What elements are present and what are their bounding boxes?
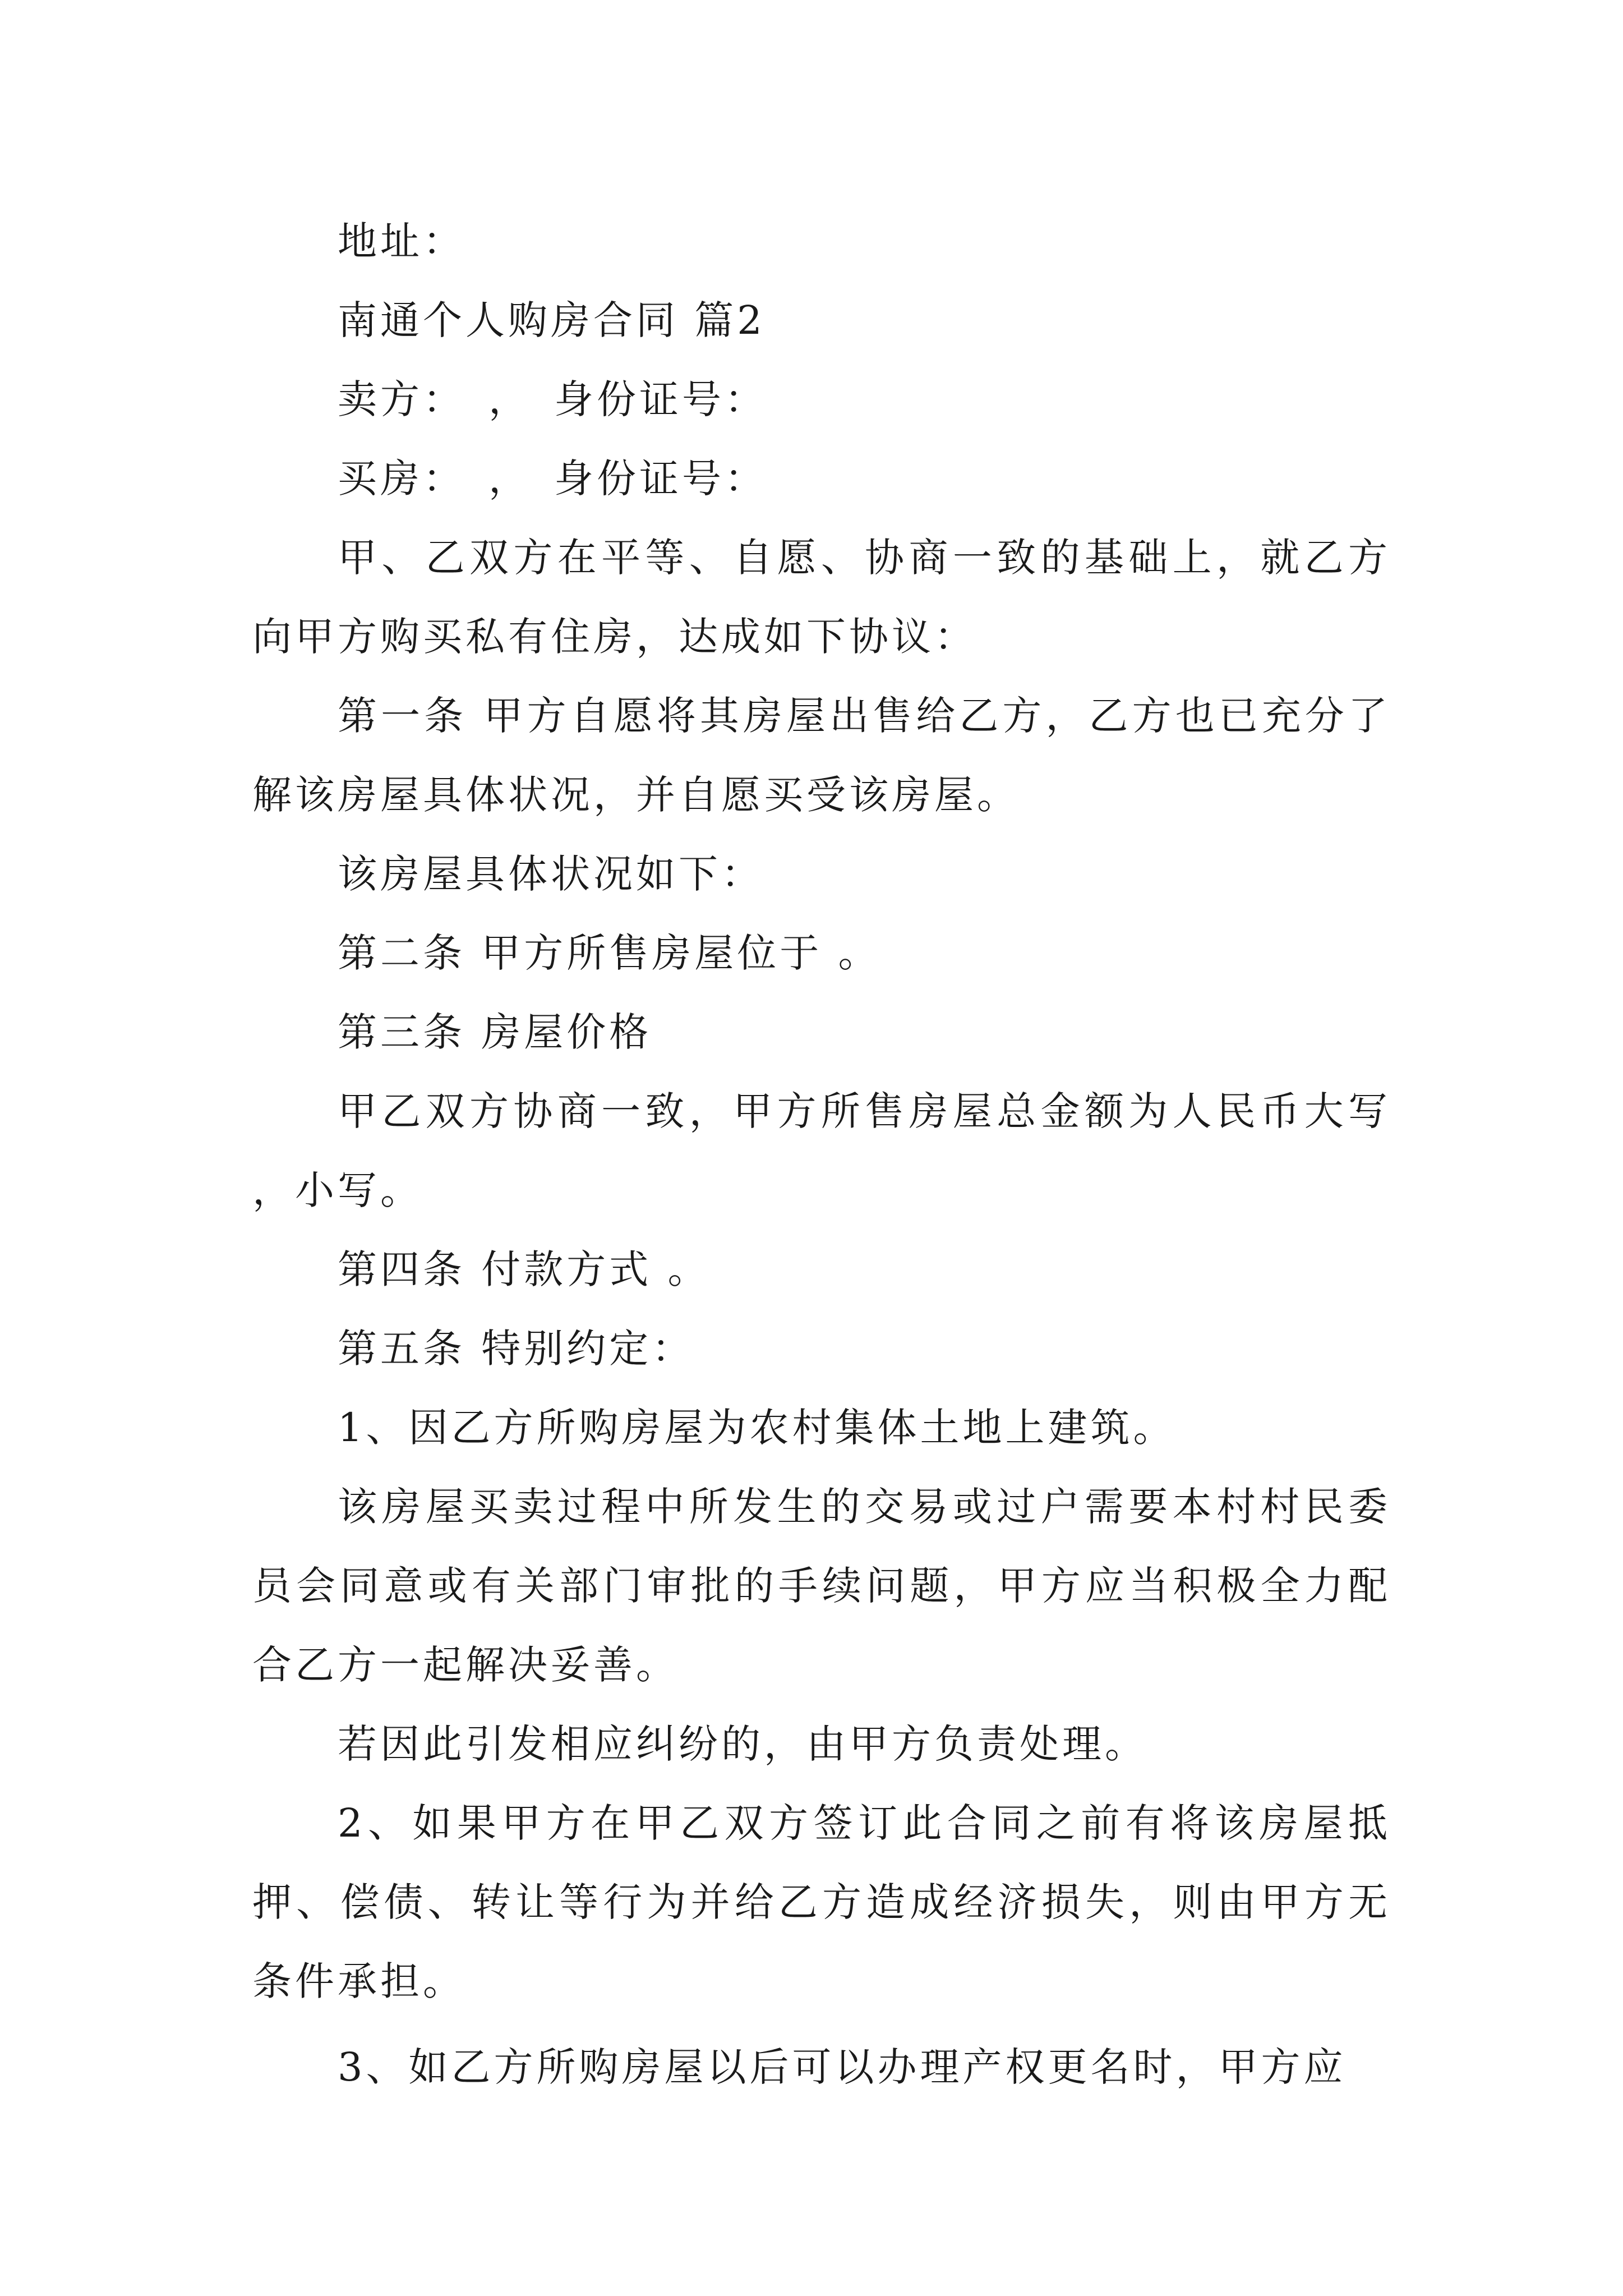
article-3-heading: 第三条 房屋价格 [338, 1009, 652, 1055]
clause-1-dispute: 若因此引发相应纠纷的，由甲方负责处理。 [338, 1721, 1147, 1767]
price-paragraph: 甲乙双方协商一致，甲方所售房屋总金额为人民币大写 ，小写。 [252, 1088, 1407, 1213]
address-line: 地址： [338, 218, 465, 264]
clause-1-detail: 该房屋买卖过程中所发生的交易或过户需要本村村民委员会同意或有关部门审批的手续问题，甲方应当积极全力配合乙方一起解决妥善。 [252, 1484, 1391, 1688]
buyer-line: 买房： ， 身份证号： [338, 455, 767, 501]
article-5-heading: 第五条 特别约定： [338, 1326, 695, 1372]
property-status-line: 该房屋具体状况如下： [338, 851, 764, 897]
article-2: 第二条 甲方所售房屋位于 。 [338, 930, 881, 976]
clause-2: 2、如果甲方在甲乙双方签订此合同之前有将该房屋抵押、偿债、转让等行为并给乙方造成经济损失，则由甲方无条件承担。 [252, 1800, 1391, 2004]
clause-3: 3、如乙方所购房屋以后可以办理产权更名时，甲方应 [338, 2044, 1347, 2090]
contract-heading: 南通个人购房合同 篇2 [338, 297, 766, 343]
article-4: 第四条 付款方式 。 [338, 1246, 711, 1292]
article-1: 第一条 甲方自愿将其房屋出售给乙方，乙方也已充分了解该房屋具体状况，并自愿买受该房屋。 [252, 693, 1391, 818]
seller-line: 卖方： ， 身份证号： [338, 376, 767, 422]
clause-1: 1、因乙方所购房屋为农村集体土地上建筑。 [338, 1405, 1176, 1451]
preamble-paragraph: 甲、乙双方在平等、自愿、协商一致的基础上，就乙方向甲方购买私有住房，达成如下协议： [252, 535, 1391, 660]
document-page [252, 202, 1407, 2107]
